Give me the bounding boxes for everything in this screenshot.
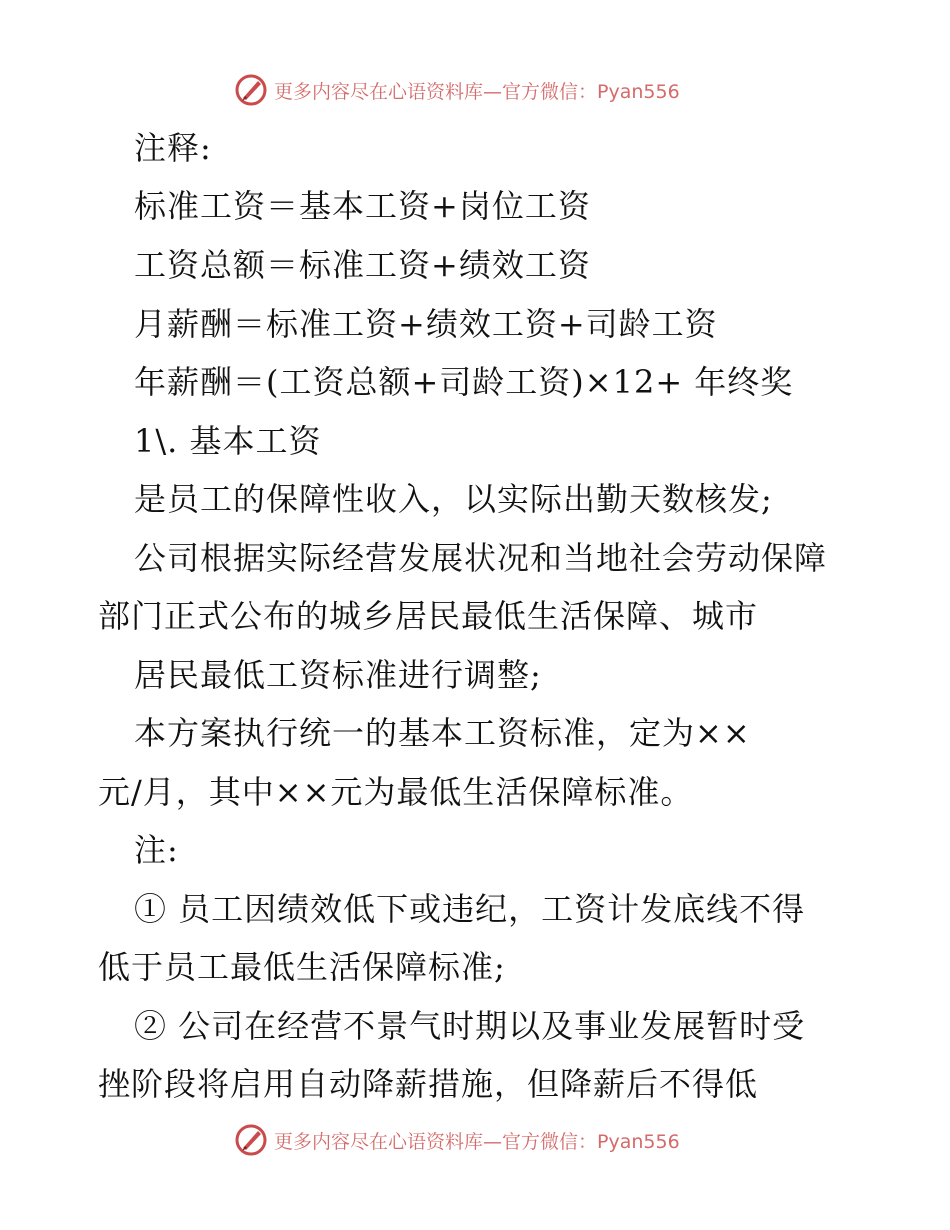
watermark-text: 更多内容尽在心语资料库—官方微信：Pyan556 <box>274 1130 680 1153</box>
paragraph-line: 部门正式公布的城乡居民最低生活保障、城市 <box>98 597 759 635</box>
formula-standard-wage: 标准工资＝基本工资+岗位工资 <box>134 187 591 225</box>
note-item-1-continued: 低于员工最低生活保障标准; <box>98 948 506 986</box>
paragraph-line: 公司根据实际经营发展状况和当地社会劳动保障 <box>134 539 828 577</box>
footer-watermark <box>234 1120 680 1160</box>
section-heading-basic-wage: 1\. 基本工资 <box>134 422 322 460</box>
formula-total-wage: 工资总额＝标准工资+绩效工资 <box>134 246 591 284</box>
formula-annual-pay: 年薪酬＝(工资总额+司龄工资)×12+ 年终奖 <box>134 363 794 401</box>
header-watermark <box>234 70 680 110</box>
note-heading: 注释: <box>134 129 212 167</box>
quill-pen-logo-icon <box>234 1123 268 1157</box>
note-label: 注: <box>134 831 179 869</box>
quill-pen-logo-icon <box>234 73 268 107</box>
paragraph-line: 本方案执行统一的基本工资标准，定为×× <box>134 714 751 752</box>
note-item-2-continued: 挫阶段将启用自动降薪措施，但降薪后不得低 <box>98 1065 759 1103</box>
paragraph-line: 居民最低工资标准进行调整; <box>134 656 542 694</box>
note-item-1: ① 员工因绩效低下或违纪，工资计发底线不得 <box>134 890 806 928</box>
note-item-2: ② 公司在经营不景气时期以及事业发展暂时受 <box>134 1007 806 1045</box>
watermark-text: 更多内容尽在心语资料库—官方微信：Pyan556 <box>274 80 680 103</box>
paragraph-line: 元/月，其中××元为最低生活保障标准。 <box>98 773 694 811</box>
formula-monthly-pay: 月薪酬＝标准工资+绩效工资+司龄工资 <box>134 305 718 343</box>
paragraph-line: 是员工的保障性收入，以实际出勤天数核发; <box>134 480 773 518</box>
